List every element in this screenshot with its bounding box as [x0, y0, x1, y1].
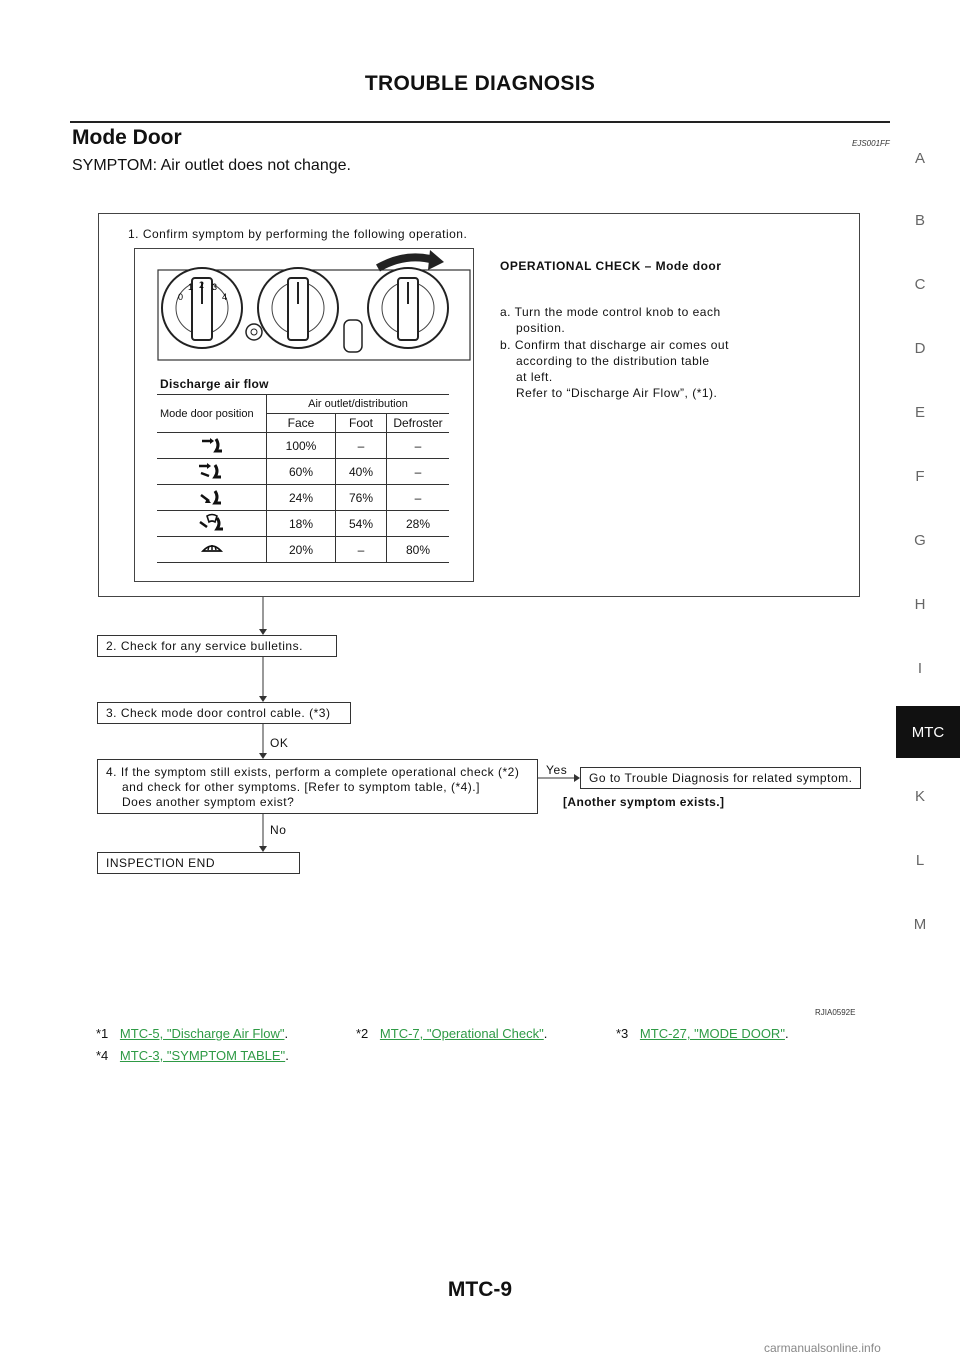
reference-link[interactable]: MTC-27, "MODE DOOR" [639, 1026, 785, 1041]
reference-link[interactable]: MTC-3, "SYMPTOM TABLE" [119, 1048, 286, 1063]
page-header-title: TROUBLE DIAGNOSIS [364, 72, 596, 95]
flow-step-3: 3. Check mode door control cable. (*3) [106, 706, 331, 720]
foot-value: 76% [336, 485, 387, 511]
no-label: No [270, 823, 287, 837]
reference-link[interactable]: MTC-7, "Operational Check" [379, 1026, 544, 1041]
reference-suffix: . [784, 1026, 789, 1041]
face-value: 100% [267, 433, 336, 459]
side-index-letter[interactable]: D [914, 340, 926, 357]
foot-value: – [336, 433, 387, 459]
op-a-line1: a. Turn the mode control knob to each [500, 305, 721, 319]
header-foot: Foot [336, 414, 387, 433]
op-b-line3: at left. [516, 370, 553, 384]
header-defroster: Defroster [387, 414, 450, 433]
op-a-line2: position. [516, 321, 566, 335]
header-air-outlet-distribution: Air outlet/distribution [267, 395, 450, 414]
defroster-value: 28% [387, 511, 450, 537]
figure-id: RJIA0592E [815, 1008, 856, 1017]
knob-number: 2 [199, 280, 205, 290]
reference-4 [96, 1048, 289, 1063]
flow-step-4-line1: 4. If the symptom still exists, perform a complete operational check (*2) [106, 765, 520, 779]
symptom-text: SYMPTOM: Air outlet does not change. [72, 157, 351, 174]
another-symptom-note: [Another symptom exists.] [563, 795, 725, 809]
defroster-value: – [387, 433, 450, 459]
knob-number: 3 [212, 282, 218, 292]
face-value: 18% [267, 511, 336, 537]
side-index-letter[interactable]: C [914, 276, 926, 293]
side-index-letter[interactable]: L [915, 852, 925, 869]
yes-result-text: Go to Trouble Diagnosis for related symptom. [589, 771, 853, 785]
watermark: carmanualsonline.info [764, 1341, 881, 1355]
reference-2 [356, 1026, 547, 1041]
header-mode-door-position: Mode door position [157, 395, 267, 433]
operational-check-title: OPERATIONAL CHECK – Mode door [500, 259, 722, 273]
yes-label: Yes [546, 763, 568, 777]
inspection-end-box [97, 852, 300, 874]
face-value: 60% [267, 459, 336, 485]
yes-result-box [580, 767, 861, 789]
page-number: MTC-9 [447, 1278, 513, 1301]
side-index-letter[interactable]: A [914, 150, 925, 167]
foot-value: 40% [336, 459, 387, 485]
section-title: Mode Door [72, 126, 182, 149]
flow-step-4-line2: and check for other symptoms. [Refer to symptom table, (*4).] [122, 780, 480, 794]
op-b-line1: b. Confirm that discharge air comes out [500, 338, 729, 352]
side-index-active-tab[interactable]: MTC [896, 706, 960, 758]
ok-label: OK [270, 736, 289, 750]
reference-mark: *2 [356, 1026, 369, 1041]
side-index-letter[interactable]: E [914, 404, 925, 421]
side-index-letter[interactable]: K [914, 788, 925, 805]
reference-3 [616, 1026, 789, 1041]
side-index-letter[interactable]: F [915, 468, 925, 485]
defroster-value: – [387, 459, 450, 485]
foot-value: – [336, 537, 387, 563]
side-index-letter[interactable]: G [914, 532, 926, 549]
reference-link[interactable]: MTC-5, "Discharge Air Flow" [119, 1026, 285, 1041]
flow-step-1: 1. Confirm symptom by performing the following operation. [128, 227, 468, 241]
discharge-air-flow-title: Discharge air flow [160, 377, 269, 391]
reference-suffix: . [543, 1026, 548, 1041]
defroster-value: – [387, 485, 450, 511]
header-face: Face [267, 414, 336, 433]
reference-mark: *3 [616, 1026, 629, 1041]
reference-1 [96, 1026, 288, 1041]
flow-step-3-box [97, 702, 351, 724]
flow-step-2: 2. Check for any service bulletins. [106, 639, 303, 653]
face-value: 20% [267, 537, 336, 563]
inspection-end-text: INSPECTION END [106, 856, 216, 870]
flow-step-4-box [97, 759, 538, 814]
knob-number: 0 [178, 292, 184, 302]
reference-suffix: . [284, 1026, 289, 1041]
foot-value: 54% [336, 511, 387, 537]
side-index-letter[interactable]: H [914, 596, 926, 613]
side-index-letter[interactable]: I [917, 660, 923, 677]
defroster-value: 80% [387, 537, 450, 563]
flow-step-2-box [97, 635, 337, 657]
side-index-letter[interactable]: M [913, 916, 927, 933]
reference-suffix: . [285, 1048, 289, 1063]
op-b-line2: according to the distribution table [516, 354, 710, 368]
knob-number: 4 [222, 292, 228, 302]
face-value: 24% [267, 485, 336, 511]
reference-mark: *4 [96, 1048, 109, 1063]
side-index-letter[interactable]: B [914, 212, 925, 229]
op-b-line4: Refer to “Discharge Air Flow”, (*1). [516, 386, 718, 400]
flow-step-4-line3: Does another symptom exist? [122, 795, 295, 809]
section-code: EJS001FF [852, 139, 890, 148]
knob-number: 1 [188, 282, 194, 292]
reference-mark: *1 [96, 1026, 109, 1041]
